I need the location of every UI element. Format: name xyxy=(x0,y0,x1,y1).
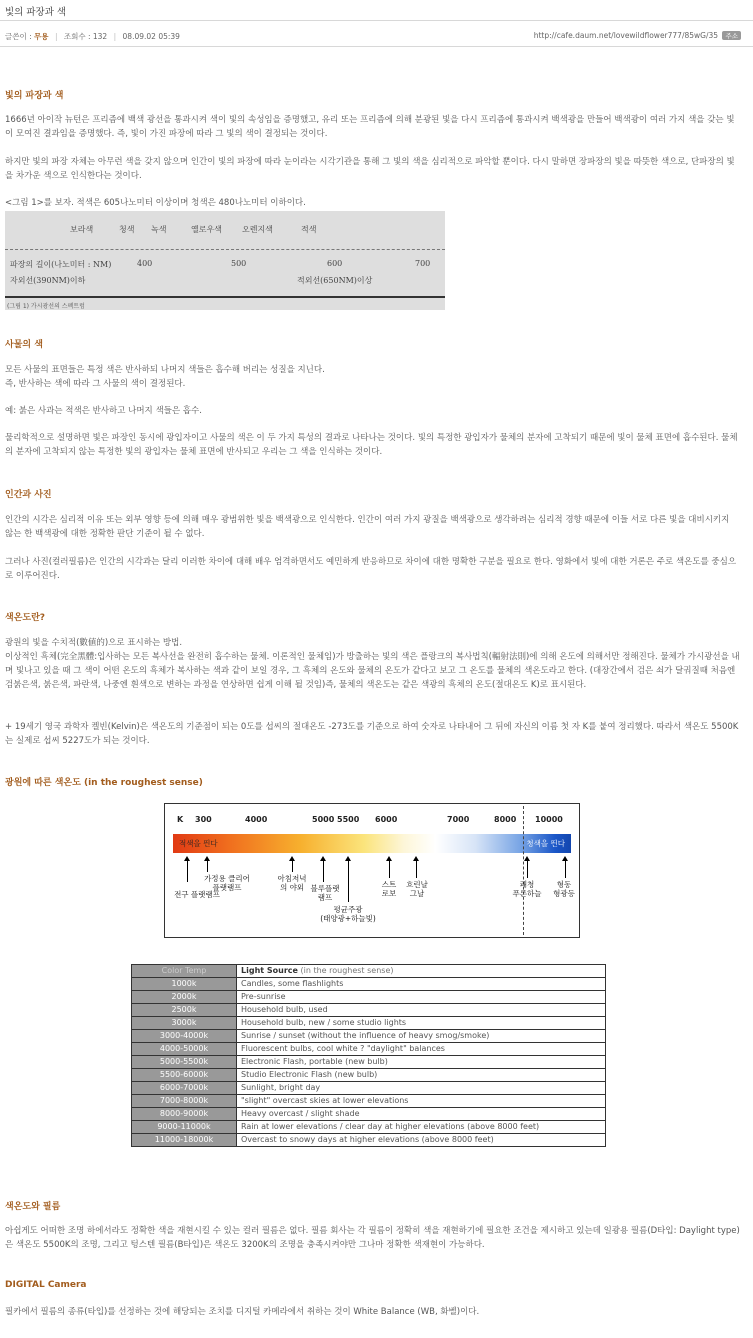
color-temperature-table xyxy=(131,964,606,1147)
table-cell-temp: 7000-8000k xyxy=(132,1095,237,1108)
table-cell-source: Studio Electronic Flash (new bulb) xyxy=(237,1069,606,1082)
table-cell-source: Household bulb, used xyxy=(237,1004,606,1017)
arrow-up-icon xyxy=(292,860,293,872)
table-cell-source: Overcast to snowy days at higher elevations (above 8000 feet) xyxy=(237,1134,606,1147)
post-meta: 글쓴이 : 무용 | 조회수 : 132 | 08.09.02 05:39 xyxy=(5,32,180,41)
author-label: 글쓴이 : xyxy=(5,32,32,41)
table-row xyxy=(132,1134,606,1147)
table-cell-temp: 8000-9000k xyxy=(132,1108,237,1121)
scale-annotation-line: 아침저녁 xyxy=(277,874,307,883)
section-heading-film: 색온도와 필름 xyxy=(5,1202,61,1212)
table-cell-source: Sunlight, bright day xyxy=(237,1082,606,1095)
color-temperature-gradient xyxy=(173,834,571,853)
scale-annotation-line: 램프 xyxy=(317,893,333,902)
paragraph: 물리학적으로 설명하면 빛은 파장인 동시에 광입자이고 사물의 색은 이 두 가지 특성의 결과로 나타나는 것이다. 빛의 특정한 광입자가 물체의 분자에 고착되기 때문에 빛이 물체 표면에 흡수된다. 물체의 분자에 고착되지 않는 특정한 빛의 광입자는 물체 표면에 반사되고 우리는 그 색을 인식하는 것이다. xyxy=(5,433,738,457)
table-cell-temp: 3000k xyxy=(132,1017,237,1030)
wavelength-value: 500 xyxy=(231,259,247,268)
paragraph: 이상적인 흑체(完全黑體:입사하는 모든 복사선을 완전히 흡수하는 물체. 이론적인 물체임)가 방출하는 빛의 색은 플랑크의 복사법칙(輻射法則)에 의해 온도에 의해서만 정해진다. 물체가 가시광선을 내며 빛나고 있을 때 그 색이 어떤 온도의 흑체가 복사하는 색과 같이 보일 경우, 그 흑체의 온도와 물체의 온도가 같다고 보고 그 온도를 물체의 색온도라고 한다. (대장간에서 검은 쇠가 달궈질때 처음엔 검붉은색, 붉은색, 파란색, 나중엔 흰색으로 변하는 과정을 연상하면 쉽게 이해 될 것임)즉, 물체의 색온도는 같은 색광의 흑체의 온도(절대온도 K)로 표시된다. xyxy=(5,652,740,690)
author-link[interactable]: 무용 xyxy=(34,32,49,41)
table-row xyxy=(132,1108,606,1121)
table-row xyxy=(132,1082,606,1095)
color-temperature-scale-figure xyxy=(164,803,580,938)
scale-annotation-line: 형광등 xyxy=(553,889,575,898)
paragraph: 즉, 반사하는 색에 따라 그 사물의 색이 결정된다. xyxy=(5,379,186,389)
paragraph: <그림 1>를 보자. 적색은 605나노미터 이상이며 청색은 480나노미터 이하이다. xyxy=(5,198,306,208)
scale-annotation xyxy=(401,880,433,898)
table-row xyxy=(132,1017,606,1030)
wavelength-value: 700 xyxy=(415,259,431,268)
divider xyxy=(5,249,445,250)
wavelength-value: 400 xyxy=(137,259,153,268)
scale-annotation-line: 흐린날 xyxy=(406,880,428,889)
table-row xyxy=(132,1069,606,1082)
section-heading-color-temp: 색온도란? xyxy=(5,613,45,623)
scale-annotation-line: 푸른하늘 xyxy=(512,889,542,898)
scale-annotation-line: 가정용 클리어 xyxy=(204,874,250,883)
color-label: 오렌지색 xyxy=(242,225,273,234)
scale-annotation xyxy=(549,880,579,898)
table-row xyxy=(132,978,606,991)
table-cell-source: Sunrise / sunset (without the influence of heavy smog/smoke) xyxy=(237,1030,606,1043)
column-header-temp: Color Temp xyxy=(132,965,237,978)
post-url xyxy=(534,31,741,40)
scale-tick: 300 xyxy=(195,815,212,824)
scale-tick: 10000 xyxy=(535,815,563,824)
scale-tick: 7000 xyxy=(447,815,470,824)
scale-annotation-line: 스트 xyxy=(381,880,397,889)
table-header-row xyxy=(132,965,606,978)
table-row xyxy=(132,1030,606,1043)
scale-annotation-line: 그날 xyxy=(409,889,425,898)
table-cell-source: Rain at lower elevations / clear day at higher elevations (above 8000 feet) xyxy=(237,1121,606,1134)
scale-annotation-line: 쾌청 xyxy=(519,880,535,889)
table-cell-source: "slight" overcast skies at lower elevations xyxy=(237,1095,606,1108)
scale-annotation-line: 형동 xyxy=(556,880,572,889)
paragraph: 광원의 빛을 수치적(數値的)으로 표시하는 방법. xyxy=(5,638,183,648)
table-cell-temp: 2500k xyxy=(132,1004,237,1017)
table-row xyxy=(132,1043,606,1056)
column-header-source-label: Light Source xyxy=(241,966,298,975)
table-row xyxy=(132,1056,606,1069)
arrow-up-icon xyxy=(187,860,188,882)
ir-label: 적외선(650NM)이상 xyxy=(297,276,373,285)
section-heading-wavelength: 빛의 파장과 색 xyxy=(5,91,64,101)
uv-label: 자외선(390NM)이하 xyxy=(10,276,86,285)
column-header-note: (in the roughest sense) xyxy=(300,966,394,975)
url-copy-button[interactable]: 주소 xyxy=(722,31,741,40)
color-label: 옐로우색 xyxy=(191,225,222,234)
scale-annotation xyxy=(375,880,403,898)
divider xyxy=(0,20,753,21)
view-count: 조회수 : 132 xyxy=(63,32,108,41)
wavelength-label: 파장의 길이(나노미터 : NM) xyxy=(10,260,112,269)
table-row xyxy=(132,991,606,1004)
scale-tick: K xyxy=(177,815,184,824)
post-title: 빛의 파장과 색 xyxy=(5,7,67,18)
arrow-up-icon xyxy=(527,860,528,878)
scale-annotation-line: (태양광+하늘빛) xyxy=(320,914,376,923)
table-cell-temp: 11000-18000k xyxy=(132,1134,237,1147)
warm-label: 적색을 띈다 xyxy=(179,839,218,848)
paragraph: 1666년 아이작 뉴턴은 프리즘에 백색 광선을 통과시켜 색이 빛의 속성임을 증명했고, 유리 또는 프리즘에 의해 분광된 빛을 다시 프리즘에 통과시켜 백색광을 만들어 백색광이 여러 가지 색을 갖는 빛이 모여진 결과임을 증명했다. 즉, 빛이 가진 파장에 따라 그 빛의 색이 결정되는 것이다. xyxy=(5,115,735,139)
table-cell-temp: 9000-11000k xyxy=(132,1121,237,1134)
scale-annotation xyxy=(305,884,345,902)
post-url-link[interactable]: http://cafe.daum.net/lovewildflower777/85wG/35 xyxy=(533,31,719,40)
table-row xyxy=(132,1095,606,1108)
section-heading-object-color: 사물의 색 xyxy=(5,340,43,350)
scale-annotation-line: 로보 xyxy=(381,889,397,898)
table-cell-temp: 3000-4000k xyxy=(132,1030,237,1043)
table-cell-temp: 5000-5500k xyxy=(132,1056,237,1069)
paragraph: 아쉽게도 어떠한 조명 하에서라도 정확한 색을 재현시킬 수 있는 컬러 필름은 없다. 필름 회사는 각 필름이 정확히 색을 재현하기에 필요한 조건을 제시하고 있는데 일광용 필름(D타입: Daylight type)은 색온도 5500K의 조명, 그리고 텅스텐 필름(B타입)은 색온도 3200K의 조명을 충족시켜야만 그나마 정확한 색재현이 가능하다. xyxy=(5,1226,740,1250)
arrow-up-icon xyxy=(348,860,349,902)
paragraph: 예: 붉은 사과는 적색은 반사하고 나머지 색들은 흡수. xyxy=(5,406,202,416)
scale-tick: 4000 xyxy=(245,815,268,824)
scale-tick: 5500 xyxy=(337,815,360,824)
scale-tick: 8000 xyxy=(494,815,517,824)
spectrum-figure xyxy=(5,211,445,310)
section-heading-human-photo: 인간과 사진 xyxy=(5,490,52,500)
paragraph: 필카에서 필름의 종류(타입)를 선정하는 것에 해당되는 조치를 디지털 카메라에서 취하는 것이 White Balance (WB, 화벨)이다. xyxy=(5,1307,480,1317)
table-cell-temp: 2000k xyxy=(132,991,237,1004)
color-label: 적색 xyxy=(301,225,317,234)
wavelength-value: 600 xyxy=(327,259,343,268)
paragraph: 그러나 사진(컬러필름)은 인간의 시각과는 달리 이러한 차이에 대해 배우 엄격하면서도 예민하게 반응하므로 차이에 대한 명확한 구분을 필요로 한다. 영화에서 빛에 대한 거론은 주로 색온도를 중심으로 이루어진다. xyxy=(5,557,737,581)
arrow-up-icon xyxy=(389,860,390,878)
column-header-source xyxy=(237,965,606,978)
table-cell-source: Heavy overcast / slight shade xyxy=(237,1108,606,1121)
paragraph: 모든 사물의 표면들은 특정 색은 반사하되 나머지 색들은 흡수해 버리는 성질을 지닌다. xyxy=(5,365,325,375)
arrow-up-icon xyxy=(323,860,324,882)
table-cell-temp: 4000-5000k xyxy=(132,1043,237,1056)
scale-annotation xyxy=(308,905,388,923)
paragraph: 하지만 빛의 파장 자체는 아무런 색을 갖지 않으며 인간이 빛의 파장에 따라 눈이라는 시각기관을 통해 그 빛의 색을 심리적으로 파악할 뿐이다. 다시 말하면 장파장의 빛을 따뜻한 색으로, 단파장의 빛을 차가운 색으로 인식한다는 것이다. xyxy=(5,157,735,181)
table-cell-source: Electronic Flash, portable (new bulb) xyxy=(237,1056,606,1069)
scale-annotation-line: 플랫램프 xyxy=(212,883,242,892)
table-row xyxy=(132,1121,606,1134)
section-heading-digital-camera: DIGITAL Camera xyxy=(5,1280,87,1290)
paragraph: + 19세기 영국 과학자 켈빈(Kelvin)은 색온도의 기준점이 되는 0도를 섭씨의 절대온도 -273도를 기준으로 하여 숫자로 나타내어 그 뒤에 자신의 이름 첫 자 K를 붙여 정리했다. 따라서 색온도 5500K는 실제로 섭씨 5227도가 되는 것이다. xyxy=(5,722,739,746)
table-cell-source: Fluorescent bulbs, cool white ? "daylight" balances xyxy=(237,1043,606,1056)
scale-annotation xyxy=(195,874,259,892)
color-label: 청색 xyxy=(119,225,135,234)
table-cell-temp: 6000-7000k xyxy=(132,1082,237,1095)
table-cell-source: Pre-sunrise xyxy=(237,991,606,1004)
table-cell-source: Household bulb, new / some studio lights xyxy=(237,1017,606,1030)
section-heading-light-source: 광원에 따른 색온도 (in the roughest sense) xyxy=(5,778,203,788)
color-label: 보라색 xyxy=(70,225,94,234)
scale-annotation xyxy=(505,880,549,898)
arrow-up-icon xyxy=(565,860,566,878)
divider xyxy=(0,46,753,47)
table-row xyxy=(132,1004,606,1017)
table-cell-temp: 1000k xyxy=(132,978,237,991)
scale-annotation-line: 블루플랫 xyxy=(310,884,340,893)
scale-annotation-line: 평균주광 xyxy=(333,905,363,914)
scale-tick: 5000 xyxy=(312,815,335,824)
arrow-up-icon xyxy=(207,860,208,872)
paragraph: 인간의 시각은 심리적 이유 또는 외부 영향 등에 의해 매우 광범위한 빛을 백색광으로 인식한다. 인간이 여러 가지 광질을 백색광으로 생각하려는 심리적 경향 때문에 이들 서로 다른 빛을 대비시키지 않는 한 백색광에 대한 정확한 판단 기준이 될 수 없다. xyxy=(5,515,730,539)
divider xyxy=(5,296,445,298)
cool-label: 청색을 띈다 xyxy=(526,839,565,848)
table-cell-temp: 5500-6000k xyxy=(132,1069,237,1082)
divider xyxy=(523,806,524,935)
scale-annotation-line: 의 야외 xyxy=(279,883,305,892)
scale-tick: 6000 xyxy=(375,815,398,824)
table-cell-source: Candles, some flashlights xyxy=(237,978,606,991)
scale-annotation: 전구 플랫램프 xyxy=(174,890,220,899)
figure-caption: (그림 1) 가시광선의 스펙트럼 xyxy=(7,303,85,310)
arrow-up-icon xyxy=(416,860,417,878)
post-date: 08.09.02 05:39 xyxy=(122,32,180,41)
color-label: 녹색 xyxy=(151,225,167,234)
